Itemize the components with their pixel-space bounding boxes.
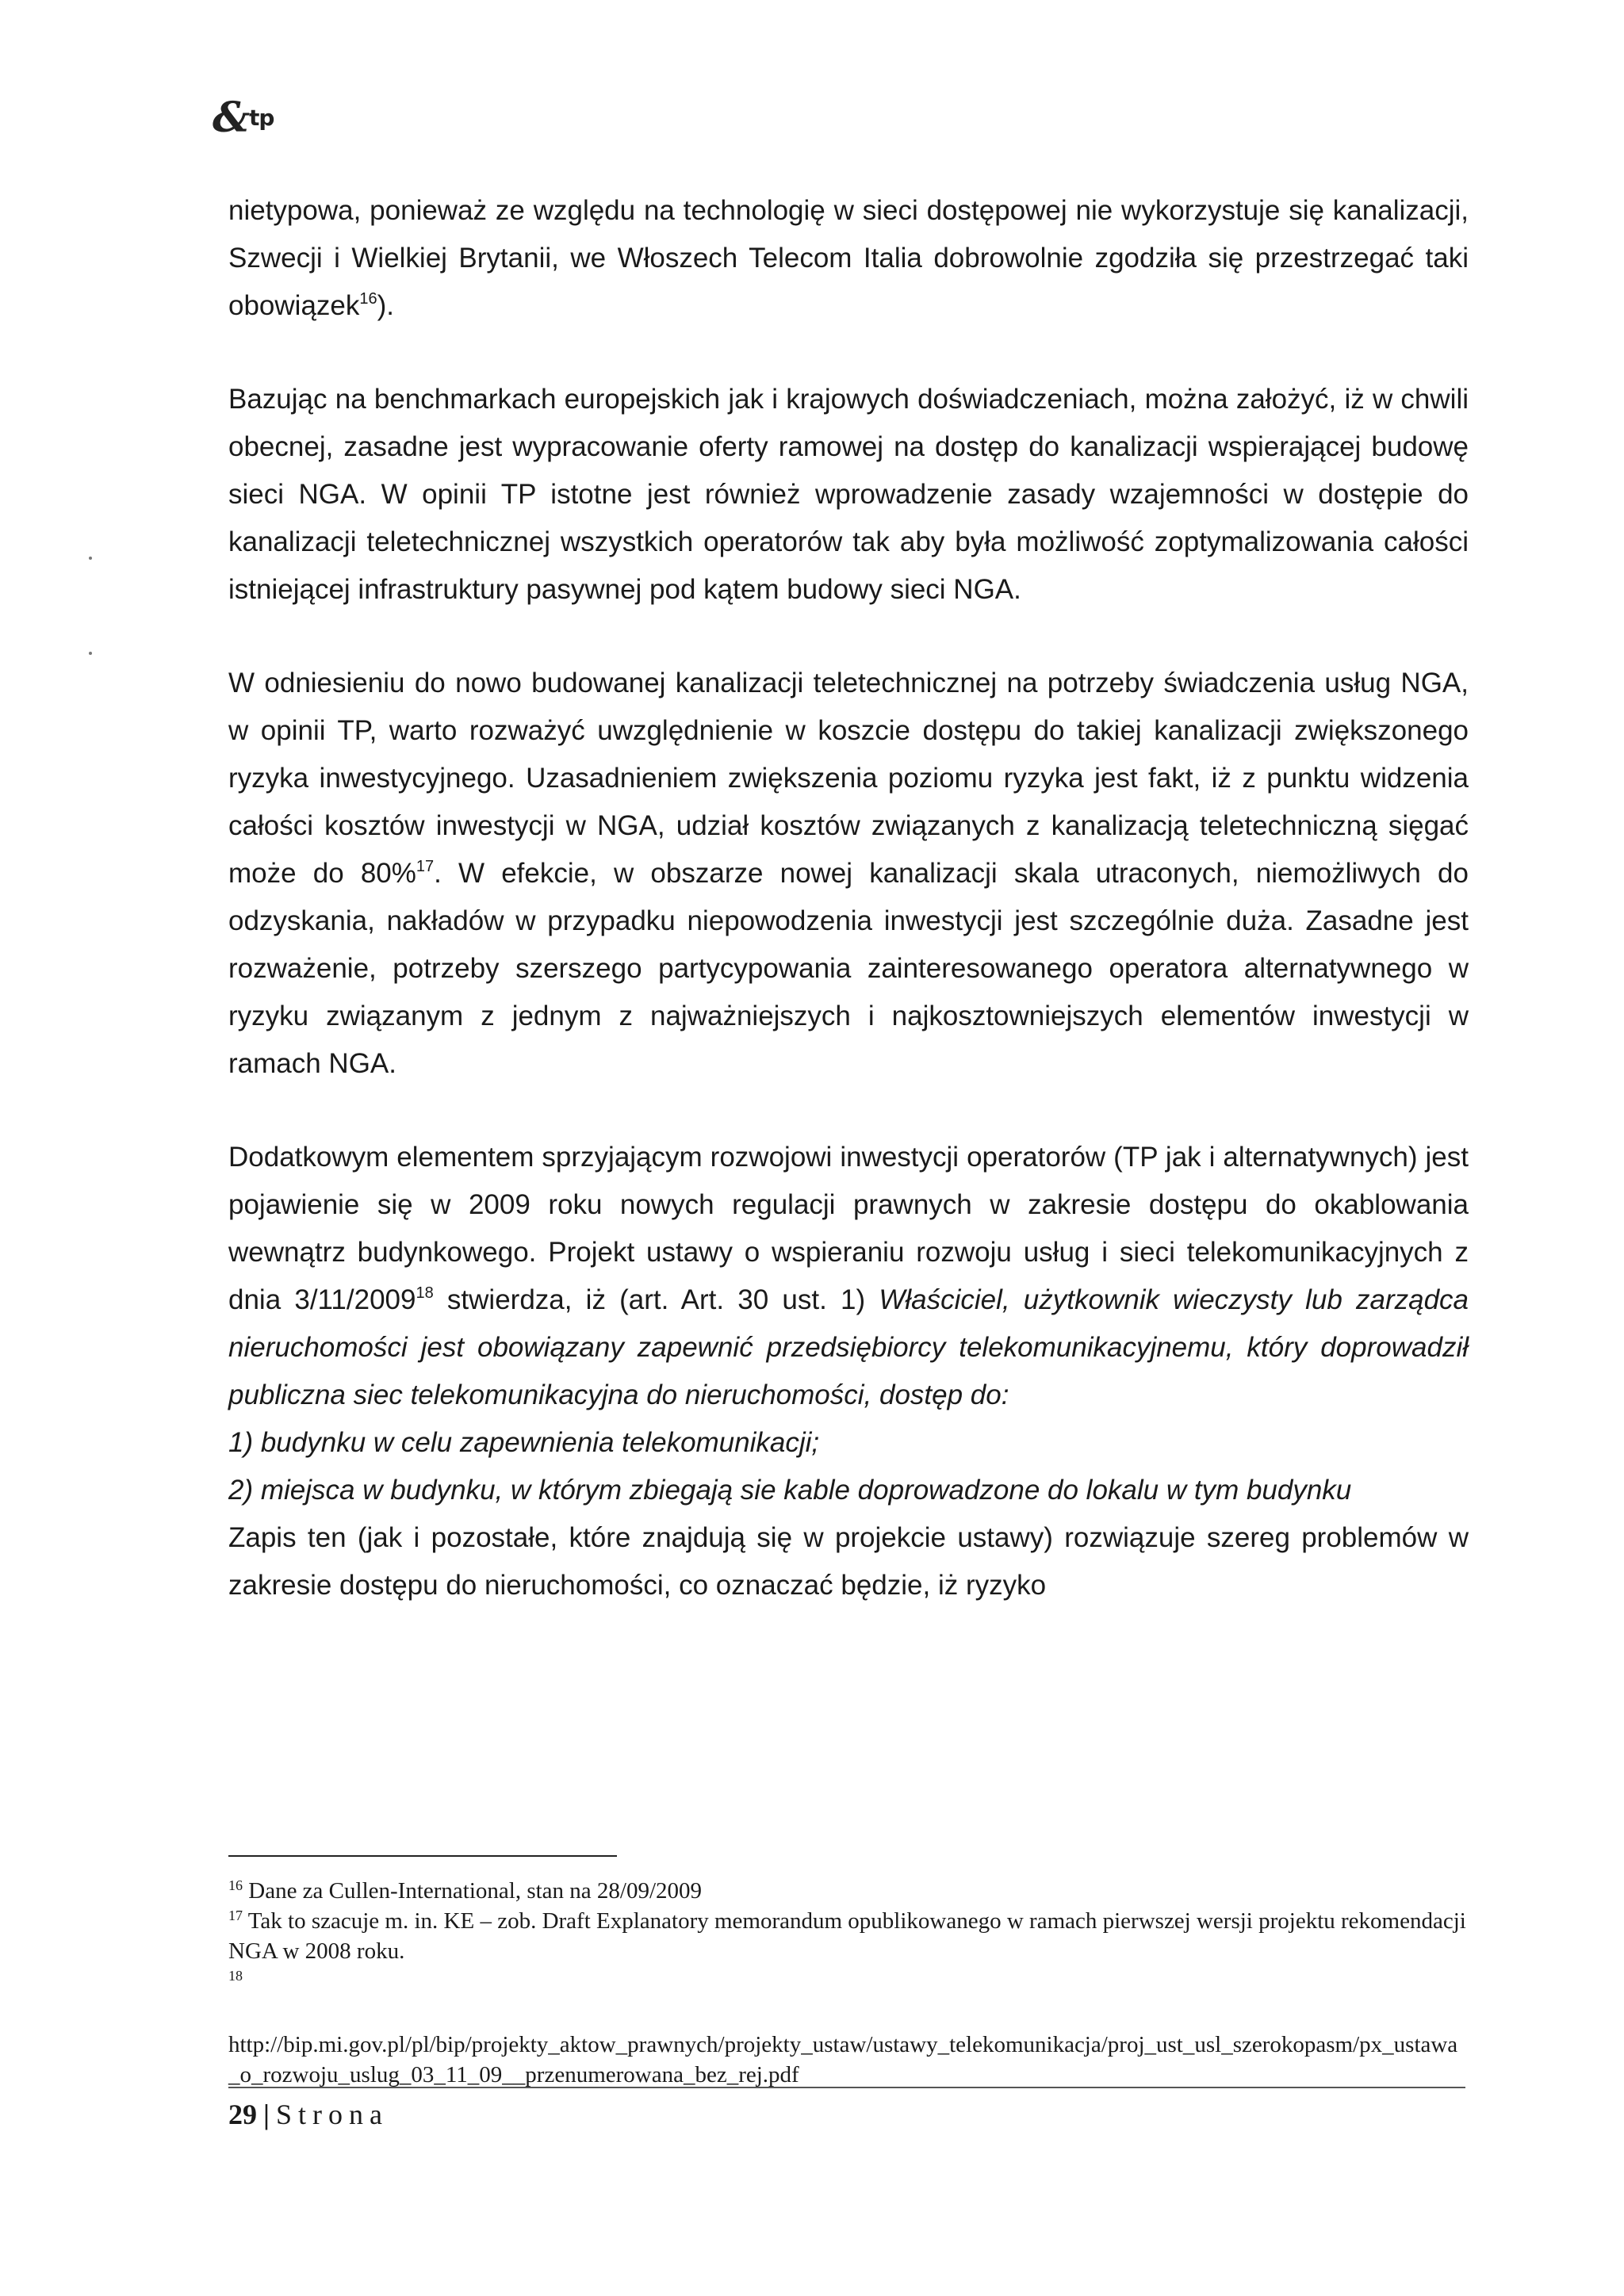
paragraph-3 <box>228 660 1469 1088</box>
page-footer <box>228 2098 389 2131</box>
margin-mark <box>89 557 92 560</box>
logo-mark: & <box>213 94 249 142</box>
paragraph-4-mid: stwierdza, iż (art. Art. 30 ust. 1) <box>433 1284 879 1315</box>
page-label: Strona <box>275 2099 389 2130</box>
footnote-divider <box>228 1855 617 1857</box>
footnote-18-url[interactable]: http://bip.mi.gov.pl/pl/bip/projekty_aktow_prawnych/projekty_ustaw/ustawy_telekomunikacja/proj_ust_usl_szerokopasm/px_ustawa_o_rozwoju_uslug_03_11_09__przenumerowana_bez_rej.pdf <box>228 2032 1458 2087</box>
footnote-17-number: 17 <box>228 1908 243 1923</box>
margin-mark <box>89 652 92 655</box>
law-quote: Właściciel, użytkownik wieczysty lub zarządca nieruchomości jest obowiązany zapewnić przedsiębiorcy telekomunikacyjnemu, który doprowadził publiczna siec telekomunikacyjna do nieruchomości, dostęp do: <box>228 1284 1469 1410</box>
paragraph-4-text: Dodatkowym elementem sprzyjającym rozwojowi inwestycji operatorów (TP jak i alternatywnych) jest pojawienie się w 2009 roku nowych regulacji prawnych w zakresie dostępu do okablowania wewnątrz budynkowego. Projekt ustawy o wspieraniu rozwoju usług i sieci telekomunikacyjnych z dnia 3/11/2009 <box>228 1142 1469 1315</box>
paragraph-3-text: W odniesieniu do nowo budowanej kanalizacji teletechnicznej na potrzeby świadczenia usług NGA, w opinii TP, warto rozważyć uwzględnienie w koszcie dostępu do takiej kanalizacji zwiększonego ryzyka inwestycyjnego. Uzasadnieniem zwiększenia poziomu ryzyka jest fakt, iż z punktu widzenia całości kosztów inwestycji w NGA, udział kosztów związanych z kanalizacją teletechniczną sięgać może do 80% <box>228 668 1469 889</box>
paragraph-4 <box>228 1134 1469 1419</box>
paragraph-3-tail: . W efekcie, w obszarze nowej kanalizacji skala utraconych, niemożliwych do odzyskania, nakładów w przypadku niepowodzenia inwestycji jest szczególnie duża. Zasadne jest rozważenie, potrzeby szerszego partycypowania zainteresowanego operatora alternatywnego w ryzyku związanym z jednym z najważniejszych i najkosztowniejszych elementów inwestycji w ramach NGA. <box>228 858 1469 1079</box>
paragraph-2: Bazując na benchmarkach europejskich jak i krajowych doświadczeniach, można założyć, iż w chwili obecnej, zasadne jest wypracowanie oferty ramowej na dostęp do kanalizacji wspierającej budowę sieci NGA. W opinii TP istotne jest również wprowadzenie zasady wzajemności w dostępie do kanalizacji teletechnicznej wszystkich operatorów tak aby była możliwość zoptymalizowania całości istniejącej infrastruktury pasywnej pod kątem budowy sieci NGA. <box>228 384 1469 605</box>
law-quote-item-1: 1) budynku w celu zapewnienia telekomunikacji; <box>228 1427 820 1458</box>
paragraph-1 <box>228 187 1469 330</box>
footnote-16-text: Dane za Cullen-International, stan na 28/09/2009 <box>243 1878 703 1904</box>
footnote-17 <box>228 1906 1469 1966</box>
footnotes <box>228 1876 1469 2090</box>
paragraph-1-text: nietypowa, ponieważ ze względu na technologię w sieci dostępowej nie wykorzystuje się kanalizacji, Szwecji i Wielkiej Brytanii, we Włoszech Telecom Italia dobrowolnie zgodziła się przestrzegać taki obowiązek <box>228 195 1469 321</box>
footer-separator: | <box>263 2099 270 2130</box>
footnote-ref-17: 17 <box>416 858 435 875</box>
logo-text: tp <box>248 105 274 131</box>
company-logo <box>213 94 274 142</box>
paragraph-1-tail: ). <box>377 290 395 321</box>
footnote-16 <box>228 1876 1469 1906</box>
page-number: 29 <box>228 2099 257 2130</box>
page-footer-divider <box>228 2087 1465 2088</box>
footnote-18-number: 18 <box>228 1968 243 1984</box>
law-quote-item-2: 2) miejsca w budynku, w którym zbiegają sie kable doprowadzone do lokalu w tym budynku <box>228 1475 1352 1506</box>
main-text <box>228 187 1469 1609</box>
footnote-ref-16: 16 <box>359 290 377 308</box>
footnote-18 <box>228 1966 1469 1996</box>
footnote-16-number: 16 <box>228 1877 243 1893</box>
paragraph-5: Zapis ten (jak i pozostałe, które znajdują się w projekcie ustawy) rozwiązuje szereg problemów w zakresie dostępu do nieruchomości, co oznaczać będzie, iż ryzyko <box>228 1522 1469 1601</box>
footnote-17-text: Tak to szacuje m. in. KE – zob. Draft Explanatory memorandum opublikowanego w ramach pierwszej wersji projektu rekomendacji NGA w 2008 roku. <box>228 1908 1466 1964</box>
footnote-ref-18: 18 <box>416 1284 434 1302</box>
